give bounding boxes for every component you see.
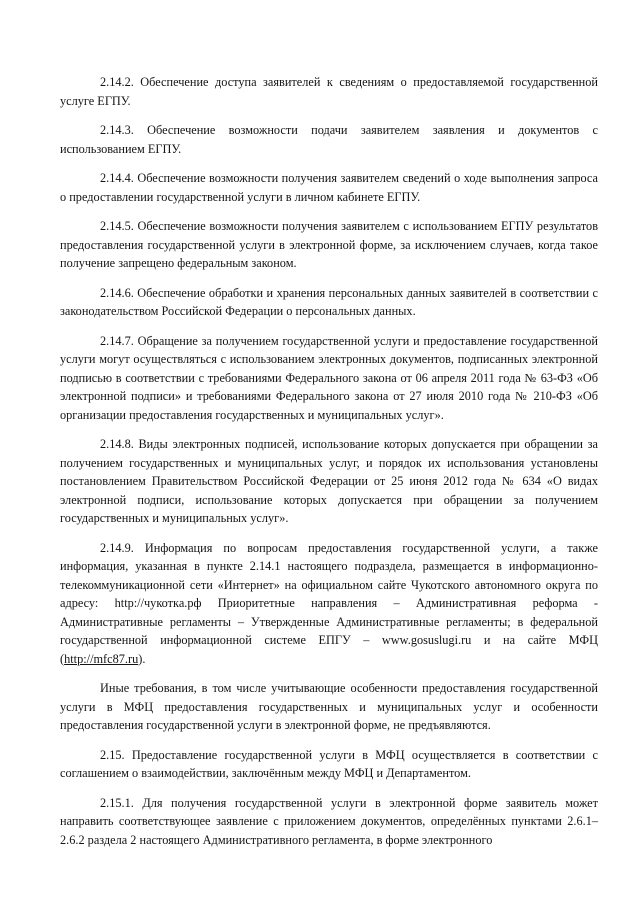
paragraph-2-14-8: 2.14.8. Виды электронных подписей, использование которых допускается при обращении за получением государственных и муниципальных услуг, и порядок их использования установлены постановлением Правительством Российской Федерации от 25 июня 2012 года № 634 «О видах электронной подписи, использование которых допускается при обращении за получением государственных и муниципальных услуг».	[60, 437, 598, 525]
mfc-site-link[interactable]: http://mfc87.ru	[64, 651, 139, 666]
paragraph-2-14-4: 2.14.4. Обеспечение возможности получения заявителем сведений о ходе выполнения запроса о предоставлении государственной услуги в личном кабинете ЕГПУ.	[60, 171, 598, 204]
paragraph-2-14-9-end: ).	[138, 651, 146, 666]
paragraph-2-14-3: 2.14.3. Обеспечение возможности подачи заявителем заявления и документов с использованием ЕГПУ.	[60, 123, 598, 156]
paragraph-2-14-9	[60, 539, 598, 669]
paragraph-2-14-2: 2.14.2. Обеспечение доступа заявителей к сведениям о предоставляемой государственной услуге ЕГПУ.	[60, 75, 598, 108]
paragraph-2-14-7: 2.14.7. Обращение за получением государственной услуги и предоставление государственной услуги могут осуществляться с использованием электронных документов, подписанных электронной подписью в соответствии с требованиями Федерального закона от 06 апреля 2011 года № 63-ФЗ «Об электронной подписи» и требованиями Федерального закона от 27 июля 2010 года № 210-ФЗ «Об организации предоставления государственных и муниципальных услуг».	[60, 333, 598, 422]
paragraph-other-requirements: Иные требования, в том числе учитывающие особенности предоставления государственной услуги в МФЦ предоставления государственных и муниципальных услуг и особенности предоставления государственной услуги в электронной форме, не предъявляются.	[60, 681, 598, 732]
document-page	[60, 73, 598, 849]
paragraph-2-15-1: 2.15.1. Для получения государственной услуги в электронной форме заявитель может направить соответствующее заявление с приложением документов, определённых пунктами 2.6.1–2.6.2 раздела 2 настоящего Административного регламента, в форме электронного	[60, 795, 598, 847]
paragraph-2-15: 2.15. Предоставление государственной услуги в МФЦ осуществляется в соответствии с соглашением о взаимодействии, заключённым между МФЦ и Департаментом.	[60, 747, 598, 780]
paragraph-2-14-9-text: 2.14.9. Информация по вопросам предоставления государственной услуги, а также информация, указанная в пункте 2.14.1 настоящего подраздела, размещается в информационно-телекоммуникационной сети «Интернет» на официальном сайте Чукотского автономного округа по адресу: http://чукотка.рф Приоритетные направления – Административная реформа - Административные регламенты – Утвержденные Административные регламенты; в федеральной государственной информационной системе ЕПГУ – www.gosuslugi.ru и на сайте МФЦ (	[60, 540, 598, 666]
paragraph-2-14-5: 2.14.5. Обеспечение возможности получения заявителем с использованием ЕГПУ результатов предоставления государственной услуги в электронной форме, за исключением случаев, когда такое получение запрещено федеральным законом.	[60, 219, 598, 270]
paragraph-2-14-6: 2.14.6. Обеспечение обработки и хранения персональных данных заявителей в соответствии с законодательством Российской Федерации о персональных данных.	[60, 285, 598, 318]
